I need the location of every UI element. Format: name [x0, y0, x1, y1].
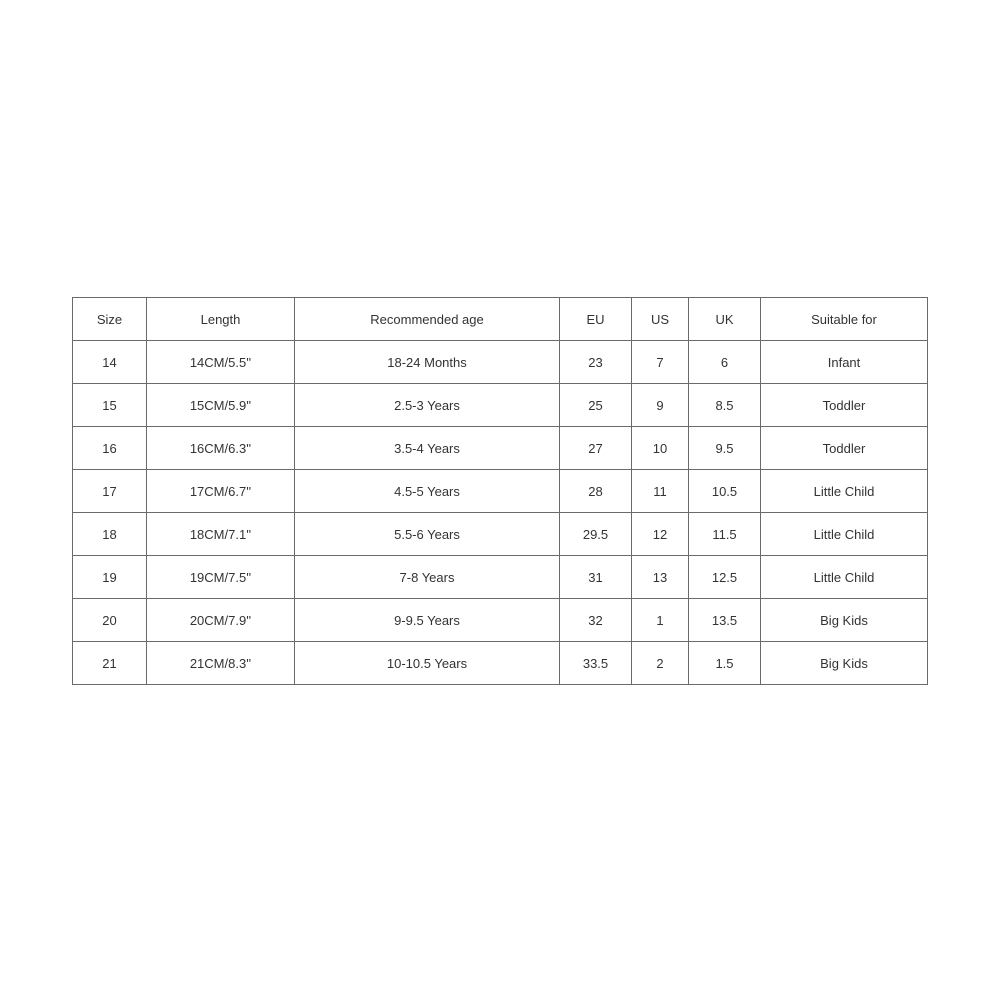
size-chart-table [72, 297, 928, 685]
cell-suitable-for: Little Child [761, 513, 928, 556]
cell-us: 2 [632, 642, 689, 685]
table-row [73, 341, 928, 384]
cell-uk: 8.5 [689, 384, 761, 427]
cell-size: 14 [73, 341, 147, 384]
table-row [73, 470, 928, 513]
cell-length: 17CM/6.7'' [147, 470, 295, 513]
cell-eu: 29.5 [560, 513, 632, 556]
cell-eu: 23 [560, 341, 632, 384]
cell-eu: 32 [560, 599, 632, 642]
cell-length: 18CM/7.1'' [147, 513, 295, 556]
cell-recommended-age: 4.5-5 Years [295, 470, 560, 513]
cell-us: 7 [632, 341, 689, 384]
cell-suitable-for: Toddler [761, 427, 928, 470]
table-row [73, 599, 928, 642]
cell-length: 21CM/8.3'' [147, 642, 295, 685]
cell-size: 15 [73, 384, 147, 427]
cell-uk: 6 [689, 341, 761, 384]
cell-suitable-for: Little Child [761, 470, 928, 513]
cell-eu: 33.5 [560, 642, 632, 685]
cell-uk: 10.5 [689, 470, 761, 513]
cell-us: 1 [632, 599, 689, 642]
table-row [73, 556, 928, 599]
header-eu: EU [560, 298, 632, 341]
cell-eu: 25 [560, 384, 632, 427]
cell-uk: 12.5 [689, 556, 761, 599]
cell-eu: 27 [560, 427, 632, 470]
cell-size: 18 [73, 513, 147, 556]
table-row [73, 642, 928, 685]
cell-recommended-age: 18-24 Months [295, 341, 560, 384]
cell-recommended-age: 9-9.5 Years [295, 599, 560, 642]
table-header-row [73, 298, 928, 341]
header-length: Length [147, 298, 295, 341]
table-row [73, 384, 928, 427]
cell-length: 14CM/5.5'' [147, 341, 295, 384]
cell-recommended-age: 3.5-4 Years [295, 427, 560, 470]
cell-length: 15CM/5.9'' [147, 384, 295, 427]
cell-us: 12 [632, 513, 689, 556]
cell-length: 16CM/6.3'' [147, 427, 295, 470]
cell-length: 20CM/7.9'' [147, 599, 295, 642]
cell-size: 20 [73, 599, 147, 642]
cell-recommended-age: 7-8 Years [295, 556, 560, 599]
header-us: US [632, 298, 689, 341]
cell-suitable-for: Little Child [761, 556, 928, 599]
cell-eu: 28 [560, 470, 632, 513]
header-uk: UK [689, 298, 761, 341]
cell-suitable-for: Big Kids [761, 642, 928, 685]
cell-size: 17 [73, 470, 147, 513]
cell-size: 19 [73, 556, 147, 599]
header-size: Size [73, 298, 147, 341]
cell-size: 16 [73, 427, 147, 470]
cell-eu: 31 [560, 556, 632, 599]
cell-uk: 13.5 [689, 599, 761, 642]
table-row [73, 427, 928, 470]
cell-uk: 1.5 [689, 642, 761, 685]
cell-suitable-for: Big Kids [761, 599, 928, 642]
cell-suitable-for: Infant [761, 341, 928, 384]
cell-us: 13 [632, 556, 689, 599]
cell-us: 11 [632, 470, 689, 513]
cell-recommended-age: 2.5-3 Years [295, 384, 560, 427]
cell-suitable-for: Toddler [761, 384, 928, 427]
table-row [73, 513, 928, 556]
header-suitable-for: Suitable for [761, 298, 928, 341]
cell-uk: 9.5 [689, 427, 761, 470]
cell-us: 9 [632, 384, 689, 427]
cell-us: 10 [632, 427, 689, 470]
cell-length: 19CM/7.5'' [147, 556, 295, 599]
cell-size: 21 [73, 642, 147, 685]
header-recommended-age: Recommended age [295, 298, 560, 341]
cell-recommended-age: 10-10.5 Years [295, 642, 560, 685]
cell-uk: 11.5 [689, 513, 761, 556]
cell-recommended-age: 5.5-6 Years [295, 513, 560, 556]
